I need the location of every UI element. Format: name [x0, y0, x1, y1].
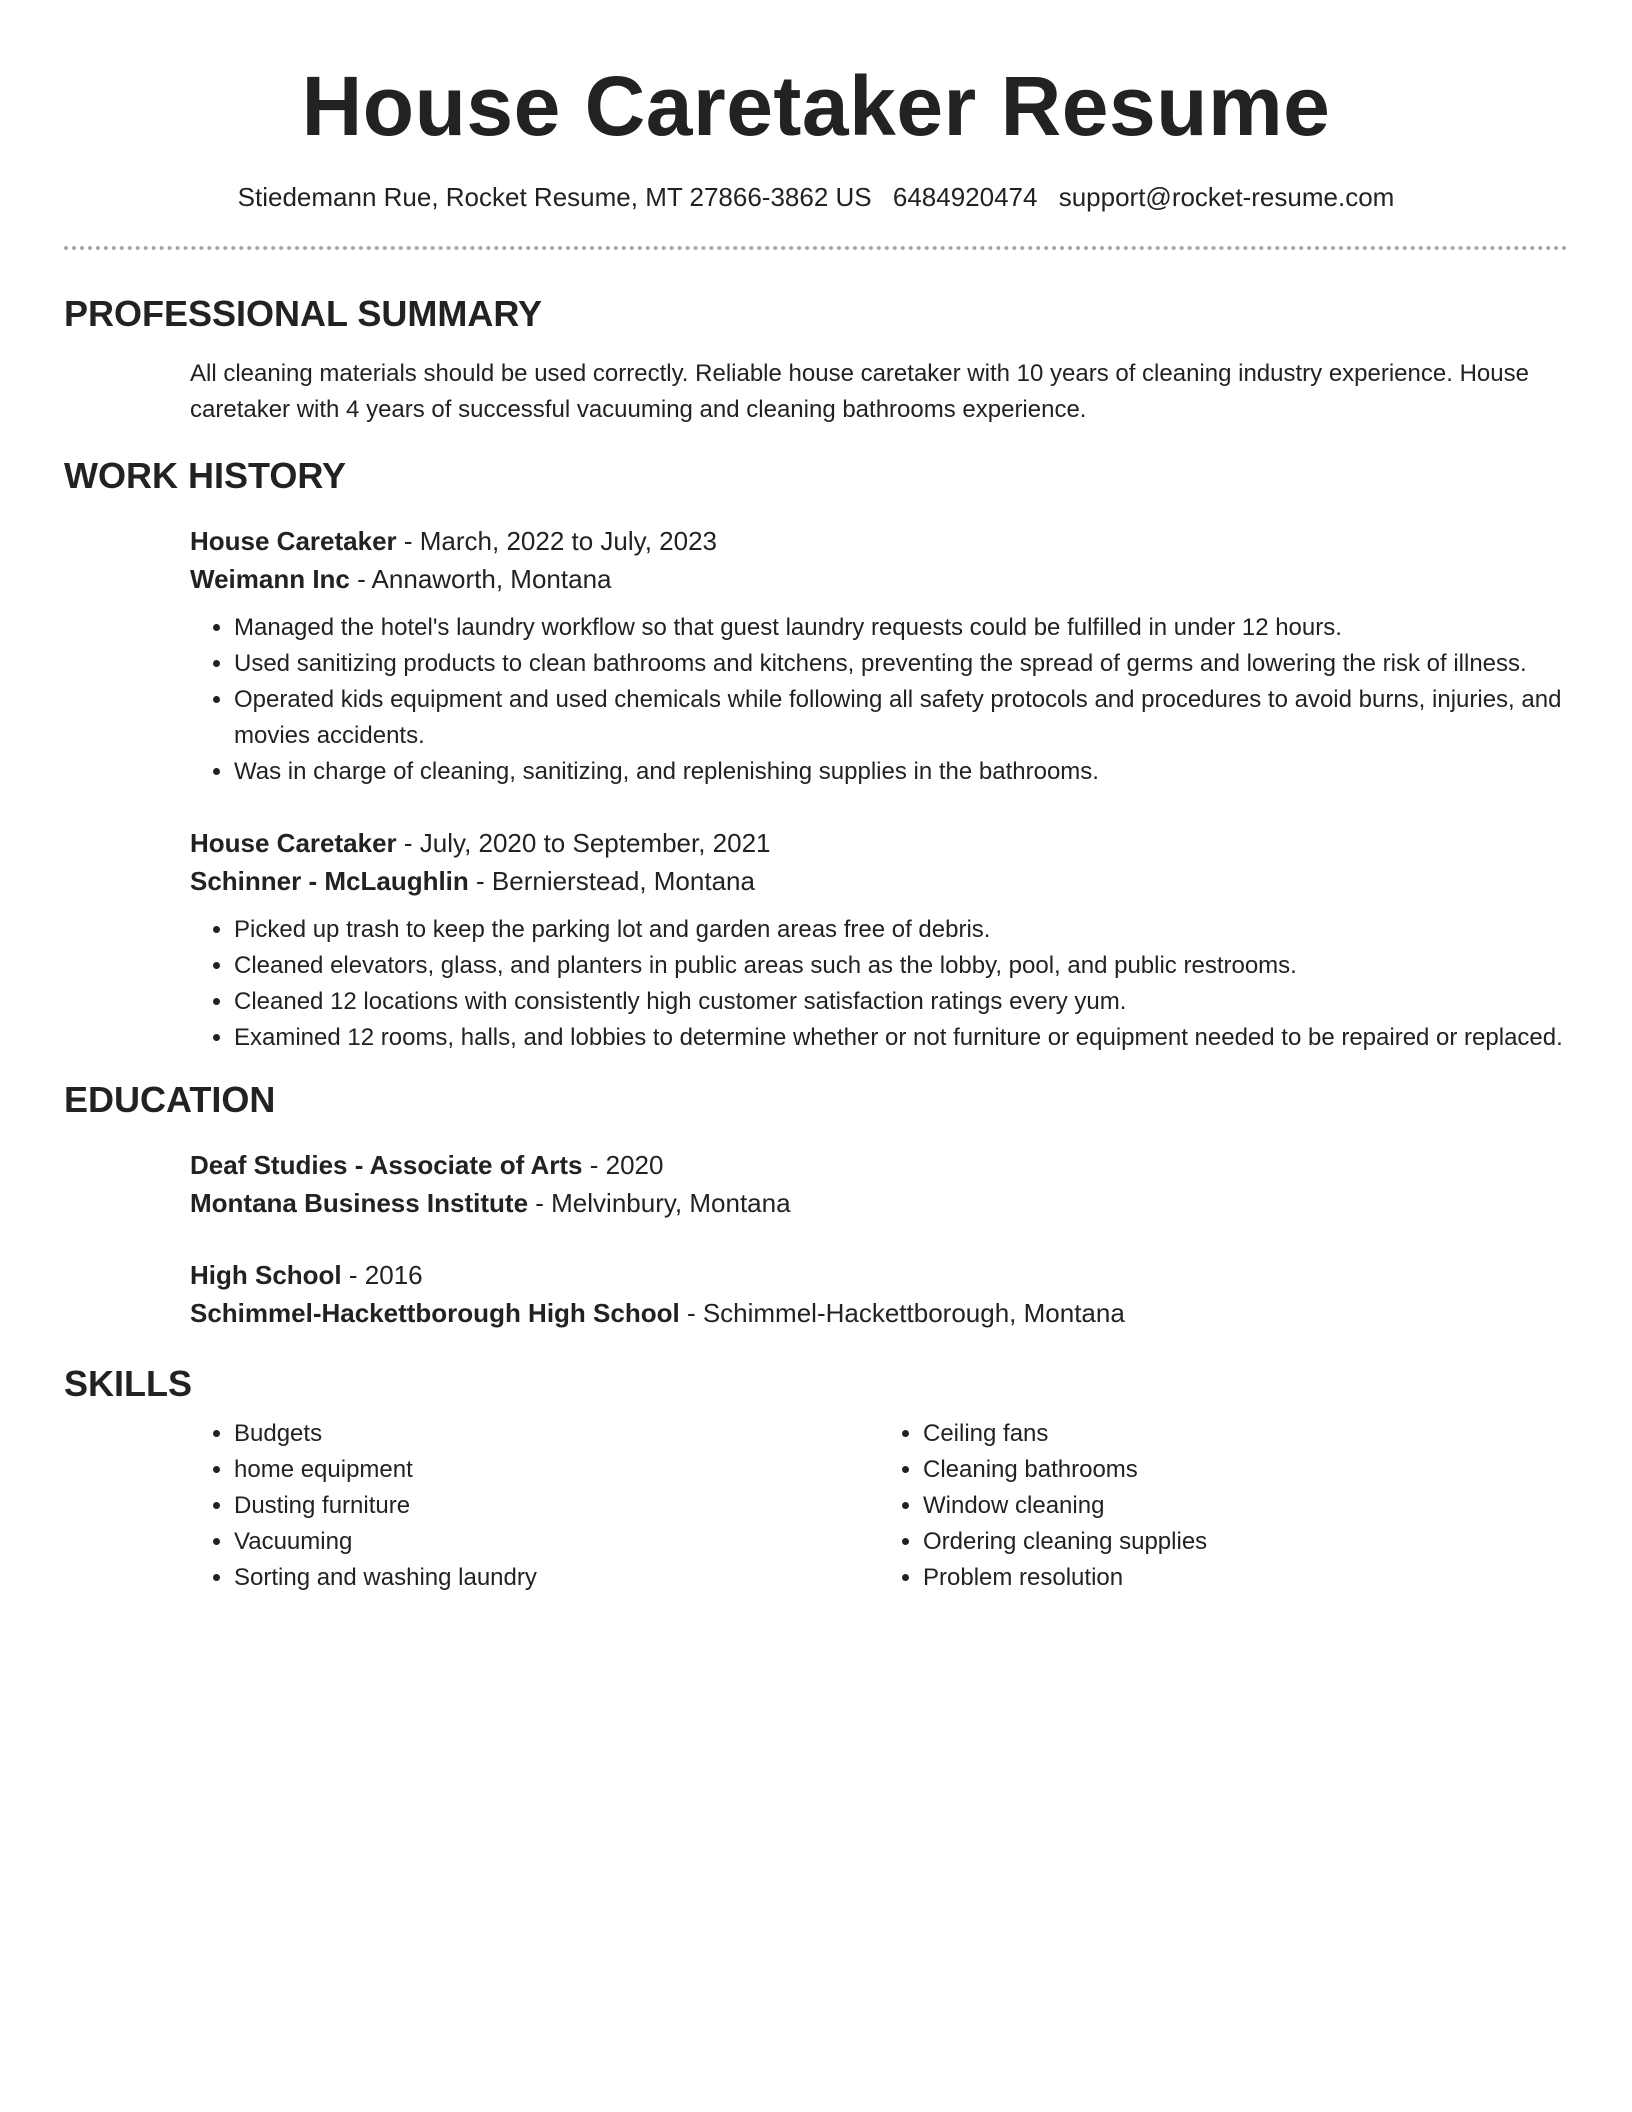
skill-item: • Dusting furniture	[234, 1488, 879, 1524]
education-section	[190, 1146, 1568, 1332]
job-location: - Annaworth, Montana	[349, 564, 612, 594]
work-history-section	[190, 522, 1568, 1056]
education-year: - 2020	[582, 1150, 664, 1180]
skills-columns	[190, 1416, 1568, 1596]
skills-list-right	[879, 1416, 1568, 1596]
job-company-line	[190, 862, 1568, 900]
job-dates: - July, 2020 to September, 2021	[396, 828, 771, 858]
job-role: House Caretaker	[190, 526, 397, 556]
job-duty: • Operated kids equipment and used chemicals while following all safety protocols and procedures to avoid burns, injuries, and movies accidents.	[234, 682, 1568, 754]
education-entry	[190, 1256, 1568, 1332]
contact-email: support@rocket-resume.com	[1058, 182, 1395, 212]
job-duty: • Used sanitizing products to clean bathrooms and kitchens, preventing the spread of germs and lowering the risk of illness.	[234, 646, 1568, 682]
job-title-line	[190, 522, 1568, 560]
skill-item: • Window cleaning	[923, 1488, 1568, 1524]
header-divider	[64, 246, 1568, 250]
job-dates: - March, 2022 to July, 2023	[396, 526, 718, 556]
contact-line	[64, 180, 1568, 214]
education-school: Montana Business Institute	[190, 1188, 529, 1218]
summary-text: All cleaning materials should be used correctly. Reliable house caretaker with 10 years of cleaning industry experience. House caretaker with 4 years of successful vacuuming and cleaning bathrooms experience.	[190, 360, 1529, 423]
job-location: - Bernierstead, Montana	[468, 866, 755, 896]
job-entry	[190, 824, 1568, 1056]
education-degree: High School	[190, 1260, 342, 1290]
education-year: - 2016	[341, 1260, 423, 1290]
job-duty: • Picked up trash to keep the parking lot and garden areas free of debris.	[234, 912, 1568, 948]
skills-list-left	[190, 1416, 879, 1596]
skills-heading: SKILLS	[64, 1363, 193, 1404]
education-degree: Deaf Studies - Associate of Arts	[190, 1150, 583, 1180]
education-entry	[190, 1146, 1568, 1222]
education-location: - Schimmel-Hackettborough, Montana	[679, 1298, 1125, 1328]
summary-heading: PROFESSIONAL SUMMARY	[64, 293, 543, 334]
job-duty: • Cleaned 12 locations with consistently high customer satisfaction ratings every yum.	[234, 984, 1568, 1020]
job-title-line	[190, 824, 1568, 862]
job-entry	[190, 522, 1568, 790]
skill-item: • Problem resolution	[923, 1560, 1568, 1596]
skill-item: • home equipment	[234, 1452, 879, 1488]
education-school-line	[190, 1184, 1568, 1222]
job-duty: • Managed the hotel's laundry workflow so that guest laundry requests could be fulfilled in under 12 hours.	[234, 610, 1568, 646]
job-role: House Caretaker	[190, 828, 397, 858]
job-duty: • Cleaned elevators, glass, and planters in public areas such as the lobby, pool, and public restrooms.	[234, 948, 1568, 984]
contact-phone: 6484920474	[892, 182, 1038, 212]
skill-item: • Sorting and washing laundry	[234, 1560, 879, 1596]
education-degree-line	[190, 1256, 1568, 1294]
job-duties	[190, 912, 1568, 1056]
skill-item: • Cleaning bathrooms	[923, 1452, 1568, 1488]
education-school: Schimmel-Hackettborough High School	[190, 1298, 680, 1328]
job-company-line	[190, 560, 1568, 598]
skill-item: • Budgets	[234, 1416, 879, 1452]
job-duties	[190, 610, 1568, 790]
education-school-line	[190, 1294, 1568, 1332]
job-company: Weimann Inc	[190, 564, 350, 594]
job-duty: • Was in charge of cleaning, sanitizing, and replenishing supplies in the bathrooms.	[234, 754, 1568, 790]
skill-item: • Ordering cleaning supplies	[923, 1524, 1568, 1560]
resume-page	[64, 0, 1568, 1596]
skill-item: • Vacuuming	[234, 1524, 879, 1560]
education-location: - Melvinbury, Montana	[528, 1188, 791, 1218]
education-heading: EDUCATION	[64, 1079, 276, 1120]
resume-title: House Caretaker Resume	[301, 59, 1331, 153]
job-company: Schinner - McLaughlin	[190, 866, 469, 896]
contact-address: Stiedemann Rue, Rocket Resume, MT 27866-3862 US	[237, 182, 872, 212]
work-history-heading: WORK HISTORY	[64, 455, 347, 496]
education-degree-line	[190, 1146, 1568, 1184]
job-duty: • Examined 12 rooms, halls, and lobbies to determine whether or not furniture or equipment needed to be repaired or replaced.	[234, 1020, 1568, 1056]
skill-item: • Ceiling fans	[923, 1416, 1568, 1452]
